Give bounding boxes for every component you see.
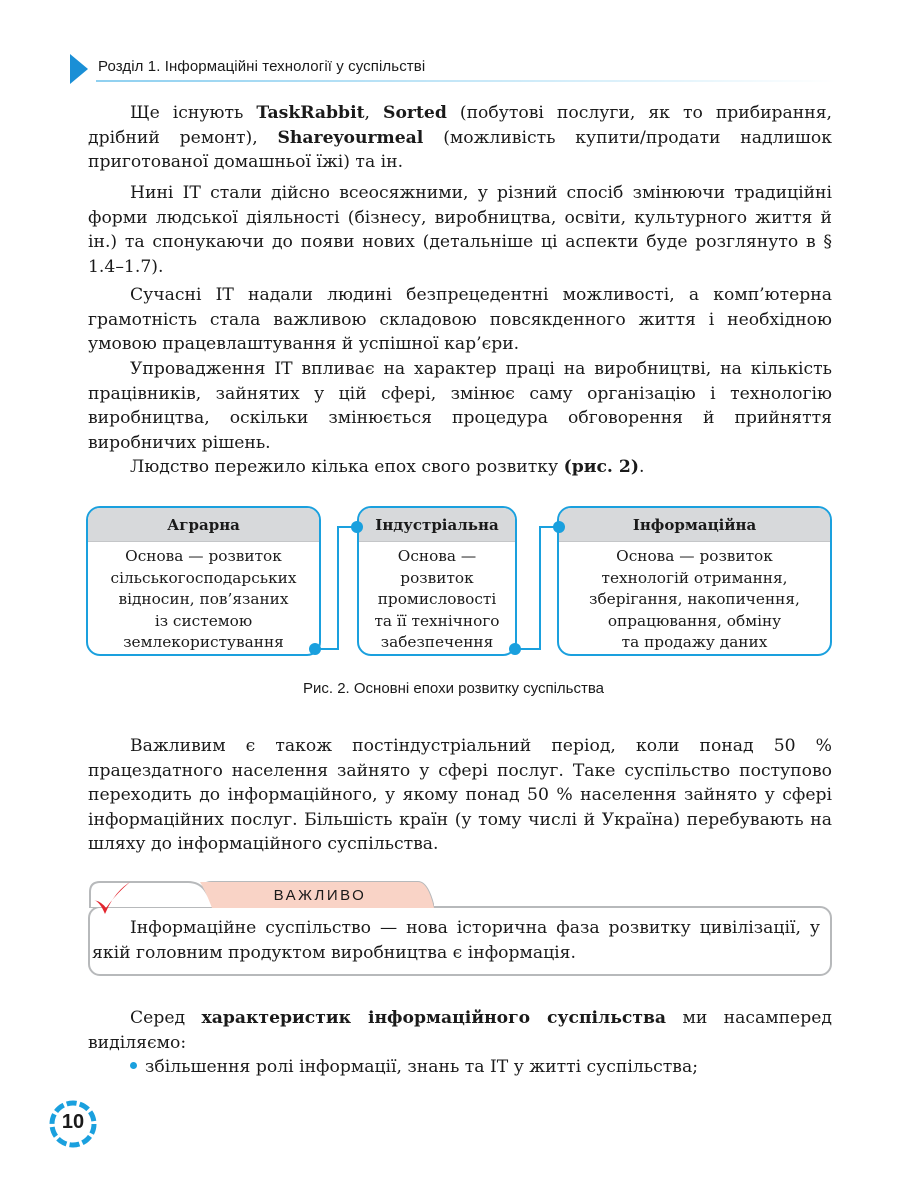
p7-bold-term: характеристик інформаційного суспільства xyxy=(201,1008,667,1028)
p5-text-c: . xyxy=(639,457,645,477)
epoch-line: Основа — розвиток xyxy=(125,547,282,565)
epoch-line: промисловості xyxy=(377,590,497,608)
p1-bold-taskrabbit: TaskRabbit xyxy=(256,103,365,123)
connector-dot xyxy=(351,521,363,533)
connector-line xyxy=(539,526,541,650)
p1-text-d: (побутові послуги, як то прибирання, дрібний ремонт), xyxy=(88,103,833,148)
epoch-description xyxy=(359,542,515,654)
list-item-text: збільшення ролі інформації, знань та ІТ у житті суспільства; xyxy=(145,1057,698,1077)
p1-bold-sorted: Sorted xyxy=(383,103,447,123)
p5-figure-ref: (рис. 2) xyxy=(563,457,639,477)
p1-bold-shareyourmeal: Shareyourmeal xyxy=(277,127,424,148)
epoch-line: та її технічного xyxy=(374,611,500,630)
epoch-line: розвиток xyxy=(400,568,474,587)
paragraph-4: Упровадження ІТ впливає на характер праці на виробництві, на кількість працівників, зайнятих у цій сфері, змінює саму організацію і технологію виробництва, оскільки змінюється процедура обговорення й прийняття виробничих рішень. xyxy=(88,359,832,453)
epoch-line: відносин, пов’язаних xyxy=(118,590,289,608)
connector-dot xyxy=(553,521,565,533)
p5-text-a: Людство пережило кілька епох свого розвитку xyxy=(130,457,564,477)
epoch-line: із системою xyxy=(154,611,253,630)
epoch-description xyxy=(88,542,319,654)
epoch-line: Основа — розвиток xyxy=(616,547,773,565)
header-arrow-icon xyxy=(70,54,88,84)
epoch-line: землекористування xyxy=(123,633,284,651)
epoch-title: Аграрна xyxy=(88,508,319,542)
p7-text-c: ми насамперед виділяємо: xyxy=(88,1008,832,1053)
header-divider xyxy=(96,80,836,82)
p7-text-a: Серед xyxy=(130,1008,202,1028)
page-number: 10 xyxy=(61,1111,85,1133)
important-text: Інформаційне суспільство — нова історична фаза розвитку цивілізації, у якій головним продуктом виробництва є інформація. xyxy=(92,918,820,963)
connector-line xyxy=(337,526,339,650)
paragraph-3: Сучасні ІТ надали людині безпрецедентні можливості, а комп’ютерна грамотність стала важливою складовою повсякденного життя і необхідною умовою працевлаштування й успішної кар’єри. xyxy=(88,285,832,354)
p1-text-a: Ще існують xyxy=(130,103,257,123)
epoch-line: та продажу даних xyxy=(621,633,768,651)
epoch-line: технологій отримання, xyxy=(601,568,788,587)
connector-line xyxy=(520,648,540,650)
checkmark-icon xyxy=(92,880,132,920)
epoch-box-informational xyxy=(557,506,832,656)
p1-text-c: , xyxy=(364,103,384,123)
epoch-line: забезпечення xyxy=(380,633,494,651)
bullet-dot-icon xyxy=(130,1062,137,1069)
epoch-line: опрацювання, обміну xyxy=(607,611,782,630)
paragraph-5 xyxy=(88,455,832,480)
epoch-box-industrial xyxy=(357,506,517,656)
epoch-description xyxy=(559,542,830,654)
connector-line xyxy=(320,648,338,650)
paragraph-2: Нині ІТ стали дійсно всеосяжними, у різний спосіб змінюючи традиційні форми людської діяльності (бізнесу, виробництва, освіти, культурного життя й ін.) та спонукаючи до появи нових (детальніше ці аспекти буде розглянуто в § 1.4–1.7). xyxy=(88,183,832,277)
paragraph-6: Важливим є також постіндустріальний період, коли понад 50 % працездатного населення зайнято у сфері послуг. Таке суспільство поступово переходить до інформаційного, у якому понад 50 % населення зайнято у сфері інформаційних послуг. Більшість країн (у тому числі й Україна) перебувають на шляху до інформаційного суспільства. xyxy=(88,736,832,854)
important-tab xyxy=(88,880,434,908)
epoch-line: зберігання, накопичення, xyxy=(589,590,800,608)
epoch-line: сільськогосподарських xyxy=(110,568,297,587)
figure-caption: Рис. 2. Основні епохи розвитку суспільства xyxy=(302,680,604,697)
epoch-line: Основа — xyxy=(397,547,477,565)
important-label: ВАЖЛИВО xyxy=(273,887,367,904)
list-item xyxy=(130,1055,698,1080)
p1-text-e: (можливість купити/продати надлишок приготованої домашньої їжі) та ін. xyxy=(88,127,832,172)
epoch-box-agrarian xyxy=(86,506,321,656)
epoch-title: Індустріальна xyxy=(359,508,515,542)
page-header xyxy=(70,52,830,86)
paragraph-7 xyxy=(88,1006,832,1055)
header-title: Розділ 1. Інформаційні технології у суспільстві xyxy=(98,58,426,75)
paragraph-1 xyxy=(88,101,832,175)
epoch-title: Інформаційна xyxy=(559,508,830,542)
